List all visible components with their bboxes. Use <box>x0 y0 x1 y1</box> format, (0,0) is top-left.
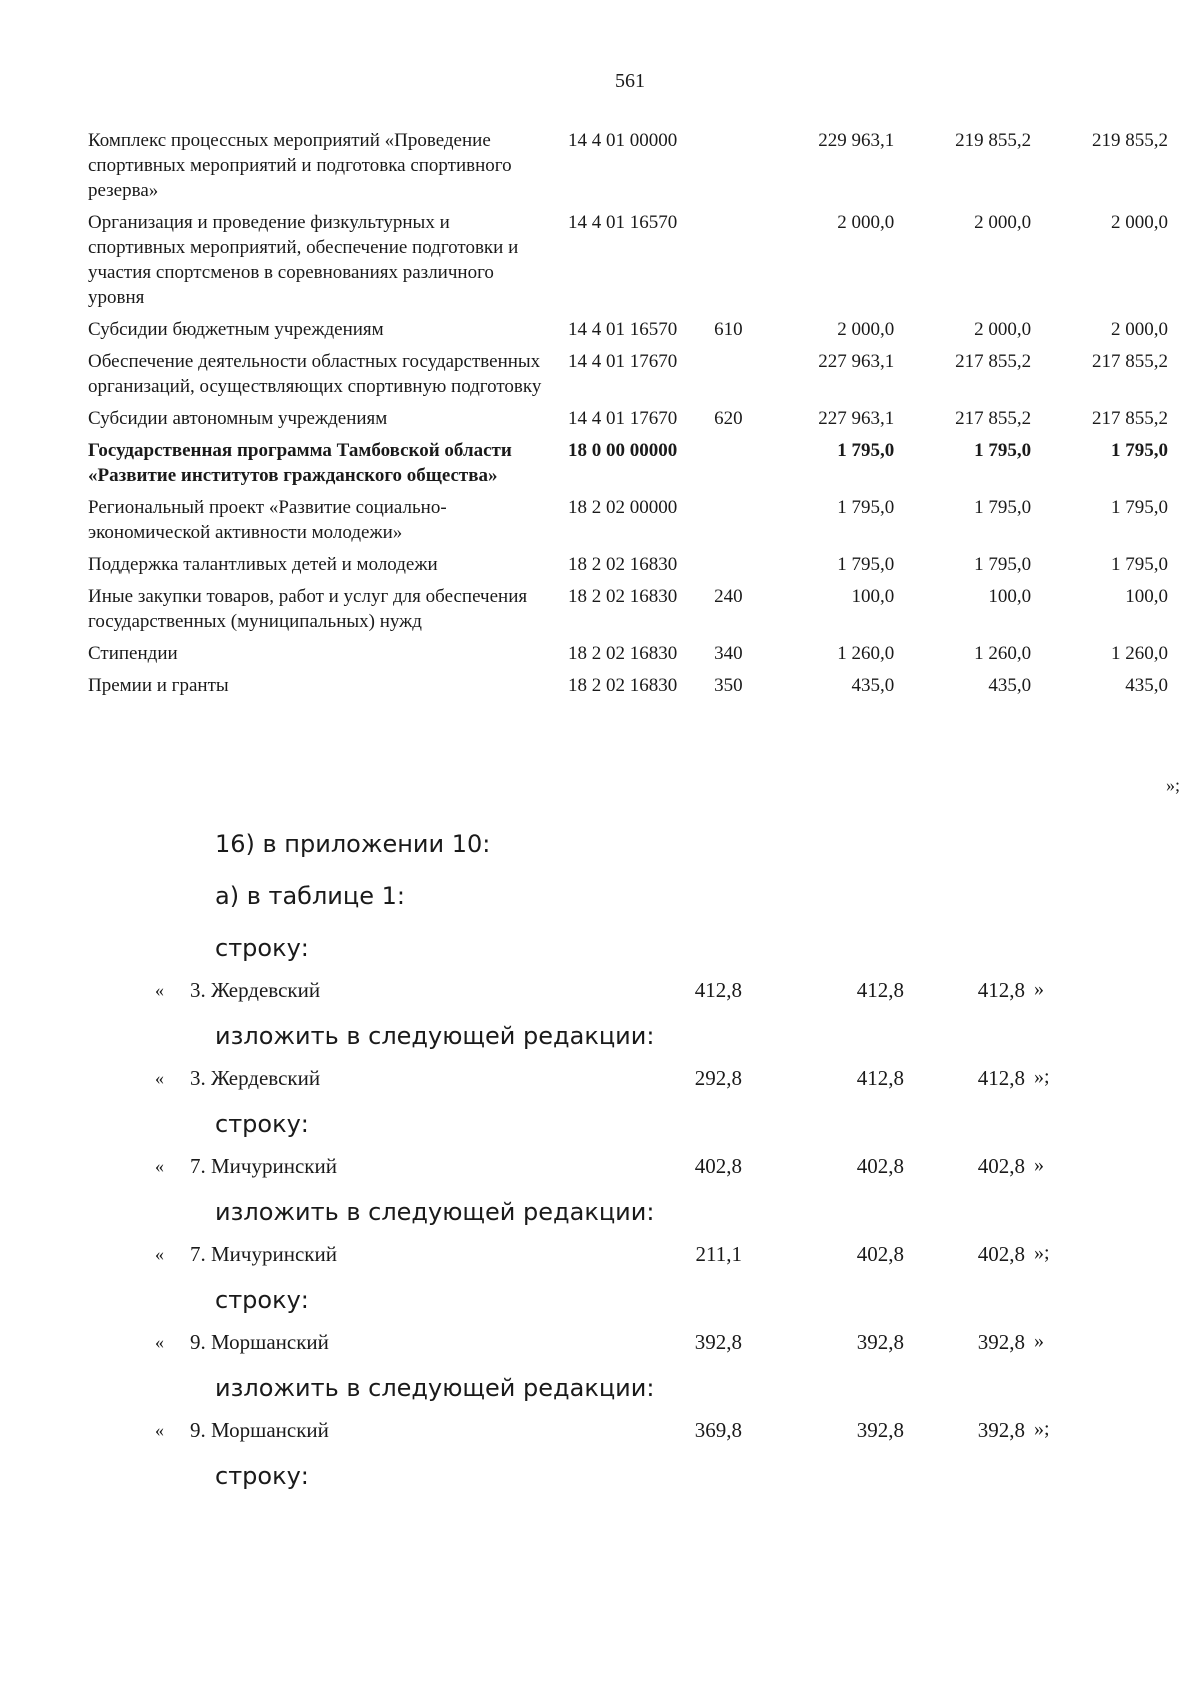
value-1: 369,8 <box>694 1418 742 1442</box>
row-name: Комплекс процессных мероприятий «Проведение спортивных мероприятий и подготовка спортивного резерва» <box>88 130 512 201</box>
district-row-new <box>0 1066 1200 1096</box>
row-expense-type <box>714 495 767 552</box>
replace-label: изложить в следующей редакции: <box>215 1374 655 1402</box>
open-quote: « <box>155 1332 164 1352</box>
value-2: 392,8 <box>856 1418 904 1442</box>
row-code: 18 0 00 00000 <box>567 440 678 461</box>
row-value-1: 229 963,1 <box>818 130 895 151</box>
value-2: 402,8 <box>856 1242 904 1266</box>
close-quote: » <box>1034 1330 1044 1352</box>
row-value-2: 219 855,2 <box>955 130 1032 151</box>
close-quote: » <box>1034 978 1044 1000</box>
row-code: 14 4 01 17670 <box>567 408 678 429</box>
district-row-new <box>0 1418 1200 1448</box>
row-value-1: 227 963,1 <box>818 408 895 429</box>
value-1: 211,1 <box>695 1242 742 1266</box>
row-value-1: 2 000,0 <box>837 212 895 233</box>
table-row <box>88 317 1168 349</box>
value-2: 412,8 <box>856 978 904 1002</box>
open-quote: « <box>155 1420 164 1440</box>
row-name: Государственная программа Тамбовской области «Развитие институтов гражданского общества» <box>88 440 512 486</box>
district-name: 7. Мичуринский <box>190 1242 337 1266</box>
row-expense-type: 620 <box>714 408 743 429</box>
row-value-1: 1 795,0 <box>837 554 895 575</box>
district-name: 9. Моршанский <box>190 1418 329 1442</box>
row-expense-type <box>714 128 767 210</box>
table-row <box>88 128 1168 210</box>
row-value-2: 217 855,2 <box>955 408 1032 429</box>
open-quote: « <box>155 1068 164 1088</box>
row-value-1: 227 963,1 <box>818 351 895 372</box>
value-2: 402,8 <box>856 1154 904 1178</box>
row-code: 18 2 02 16830 <box>567 675 678 696</box>
value-1: 292,8 <box>694 1066 742 1090</box>
district-name: 9. Моршанский <box>190 1330 329 1354</box>
row-value-3: 1 795,0 <box>1111 440 1168 461</box>
row-value-3: 435,0 <box>1125 675 1168 696</box>
value-2: 412,8 <box>856 1066 904 1090</box>
value-1: 392,8 <box>694 1330 742 1354</box>
section-heading: 16) в приложении 10: <box>215 830 491 858</box>
row-code: 18 2 02 16830 <box>567 643 678 664</box>
row-value-2: 1 795,0 <box>974 497 1032 518</box>
row-value-3: 2 000,0 <box>1111 319 1168 340</box>
page-number: 561 <box>615 70 645 92</box>
row-value-2: 2 000,0 <box>974 212 1032 233</box>
value-3: 402,8 <box>977 1242 1025 1266</box>
row-value-3: 217 855,2 <box>1092 351 1168 372</box>
table-row <box>88 210 1168 317</box>
value-3: 392,8 <box>977 1418 1025 1442</box>
row-value-2: 1 260,0 <box>974 643 1032 664</box>
value-3: 412,8 <box>977 1066 1025 1090</box>
close-quote-final: »; <box>1034 1066 1050 1088</box>
row-value-3: 1 795,0 <box>1111 497 1168 518</box>
table-closing-mark: »; <box>1166 775 1181 795</box>
district-name: 7. Мичуринский <box>190 1154 337 1178</box>
table-row <box>88 641 1168 673</box>
row-name: Региональный проект «Развитие социально-экономической активности молодежи» <box>88 497 447 543</box>
district-row-old <box>0 1330 1200 1360</box>
close-quote-final: »; <box>1034 1242 1050 1264</box>
row-value-2: 2 000,0 <box>974 319 1032 340</box>
value-3: 412,8 <box>977 978 1025 1002</box>
value-1: 402,8 <box>694 1154 742 1178</box>
row-name: Организация и проведение физкультурных и спортивных мероприятий, обеспечение подготовки и участия спортсменов в соревнованиях различного уровня <box>88 212 519 308</box>
row-code: 14 4 01 16570 <box>567 319 678 340</box>
table-row <box>88 552 1168 584</box>
row-value-3: 100,0 <box>1125 586 1168 607</box>
open-quote: « <box>155 1156 164 1176</box>
row-expense-type <box>714 438 767 495</box>
line-label: строку: <box>215 1110 309 1138</box>
close-quote-final: »; <box>1034 1418 1050 1440</box>
row-value-1: 1 260,0 <box>837 643 895 664</box>
row-code: 14 4 01 17670 <box>567 351 678 372</box>
row-value-2: 100,0 <box>988 586 1032 607</box>
row-value-1: 1 795,0 <box>837 440 895 461</box>
row-value-3: 1 260,0 <box>1111 643 1168 664</box>
row-expense-type: 350 <box>714 675 743 696</box>
table-row <box>88 584 1168 641</box>
value-3: 402,8 <box>977 1154 1025 1178</box>
row-value-1: 1 795,0 <box>837 497 895 518</box>
row-expense-type <box>714 552 767 584</box>
open-quote: « <box>155 980 164 1000</box>
district-row-old <box>0 1154 1200 1184</box>
line-label: строку: <box>215 934 309 962</box>
table-row <box>88 349 1168 406</box>
row-expense-type: 610 <box>714 319 743 340</box>
line-label: строку: <box>215 1286 309 1314</box>
value-3: 392,8 <box>977 1330 1025 1354</box>
replace-label: изложить в следующей редакции: <box>215 1198 655 1226</box>
row-value-1: 2 000,0 <box>837 319 895 340</box>
row-name: Обеспечение деятельности областных государственных организаций, осуществляющих спортивную подготовку <box>88 351 542 397</box>
district-name: 3. Жердевский <box>190 978 321 1002</box>
row-code: 14 4 01 00000 <box>567 130 678 151</box>
table-row <box>88 673 1168 705</box>
row-code: 18 2 02 00000 <box>567 497 678 518</box>
value-2: 392,8 <box>856 1330 904 1354</box>
row-value-2: 1 795,0 <box>974 440 1032 461</box>
district-row-old <box>0 978 1200 1008</box>
row-value-1: 435,0 <box>851 675 895 696</box>
row-value-3: 1 795,0 <box>1111 554 1168 575</box>
row-expense-type <box>714 349 767 406</box>
row-value-2: 217 855,2 <box>955 351 1032 372</box>
row-expense-type <box>714 210 767 317</box>
row-name: Премии и гранты <box>88 675 229 696</box>
row-value-3: 219 855,2 <box>1092 130 1168 151</box>
row-value-2: 435,0 <box>988 675 1032 696</box>
district-row-new <box>0 1242 1200 1272</box>
row-name: Субсидии бюджетным учреждениям <box>88 319 384 340</box>
row-name: Иные закупки товаров, работ и услуг для обеспечения государственных (муниципальных) нужд <box>88 586 528 632</box>
row-code: 18 2 02 16830 <box>567 586 678 607</box>
district-name: 3. Жердевский <box>190 1066 321 1090</box>
budget-table <box>88 128 1168 705</box>
table-row <box>88 495 1168 552</box>
close-quote: » <box>1034 1154 1044 1176</box>
open-quote: « <box>155 1244 164 1264</box>
line-label: строку: <box>215 1462 309 1490</box>
row-value-3: 2 000,0 <box>1111 212 1168 233</box>
row-expense-type: 240 <box>714 586 743 607</box>
replace-label: изложить в следующей редакции: <box>215 1022 655 1050</box>
row-expense-type: 340 <box>714 643 743 664</box>
row-value-3: 217 855,2 <box>1092 408 1168 429</box>
row-value-2: 1 795,0 <box>974 554 1032 575</box>
subsection-heading: а) в таблице 1: <box>215 882 405 910</box>
row-code: 18 2 02 16830 <box>567 554 678 575</box>
table-row <box>88 438 1168 495</box>
table-row <box>88 406 1168 438</box>
row-name: Стипендии <box>88 643 178 664</box>
row-code: 14 4 01 16570 <box>567 212 678 233</box>
value-1: 412,8 <box>694 978 742 1002</box>
row-name: Поддержка талантливых детей и молодежи <box>88 554 438 575</box>
row-value-1: 100,0 <box>851 586 895 607</box>
row-name: Субсидии автономным учреждениям <box>88 408 388 429</box>
